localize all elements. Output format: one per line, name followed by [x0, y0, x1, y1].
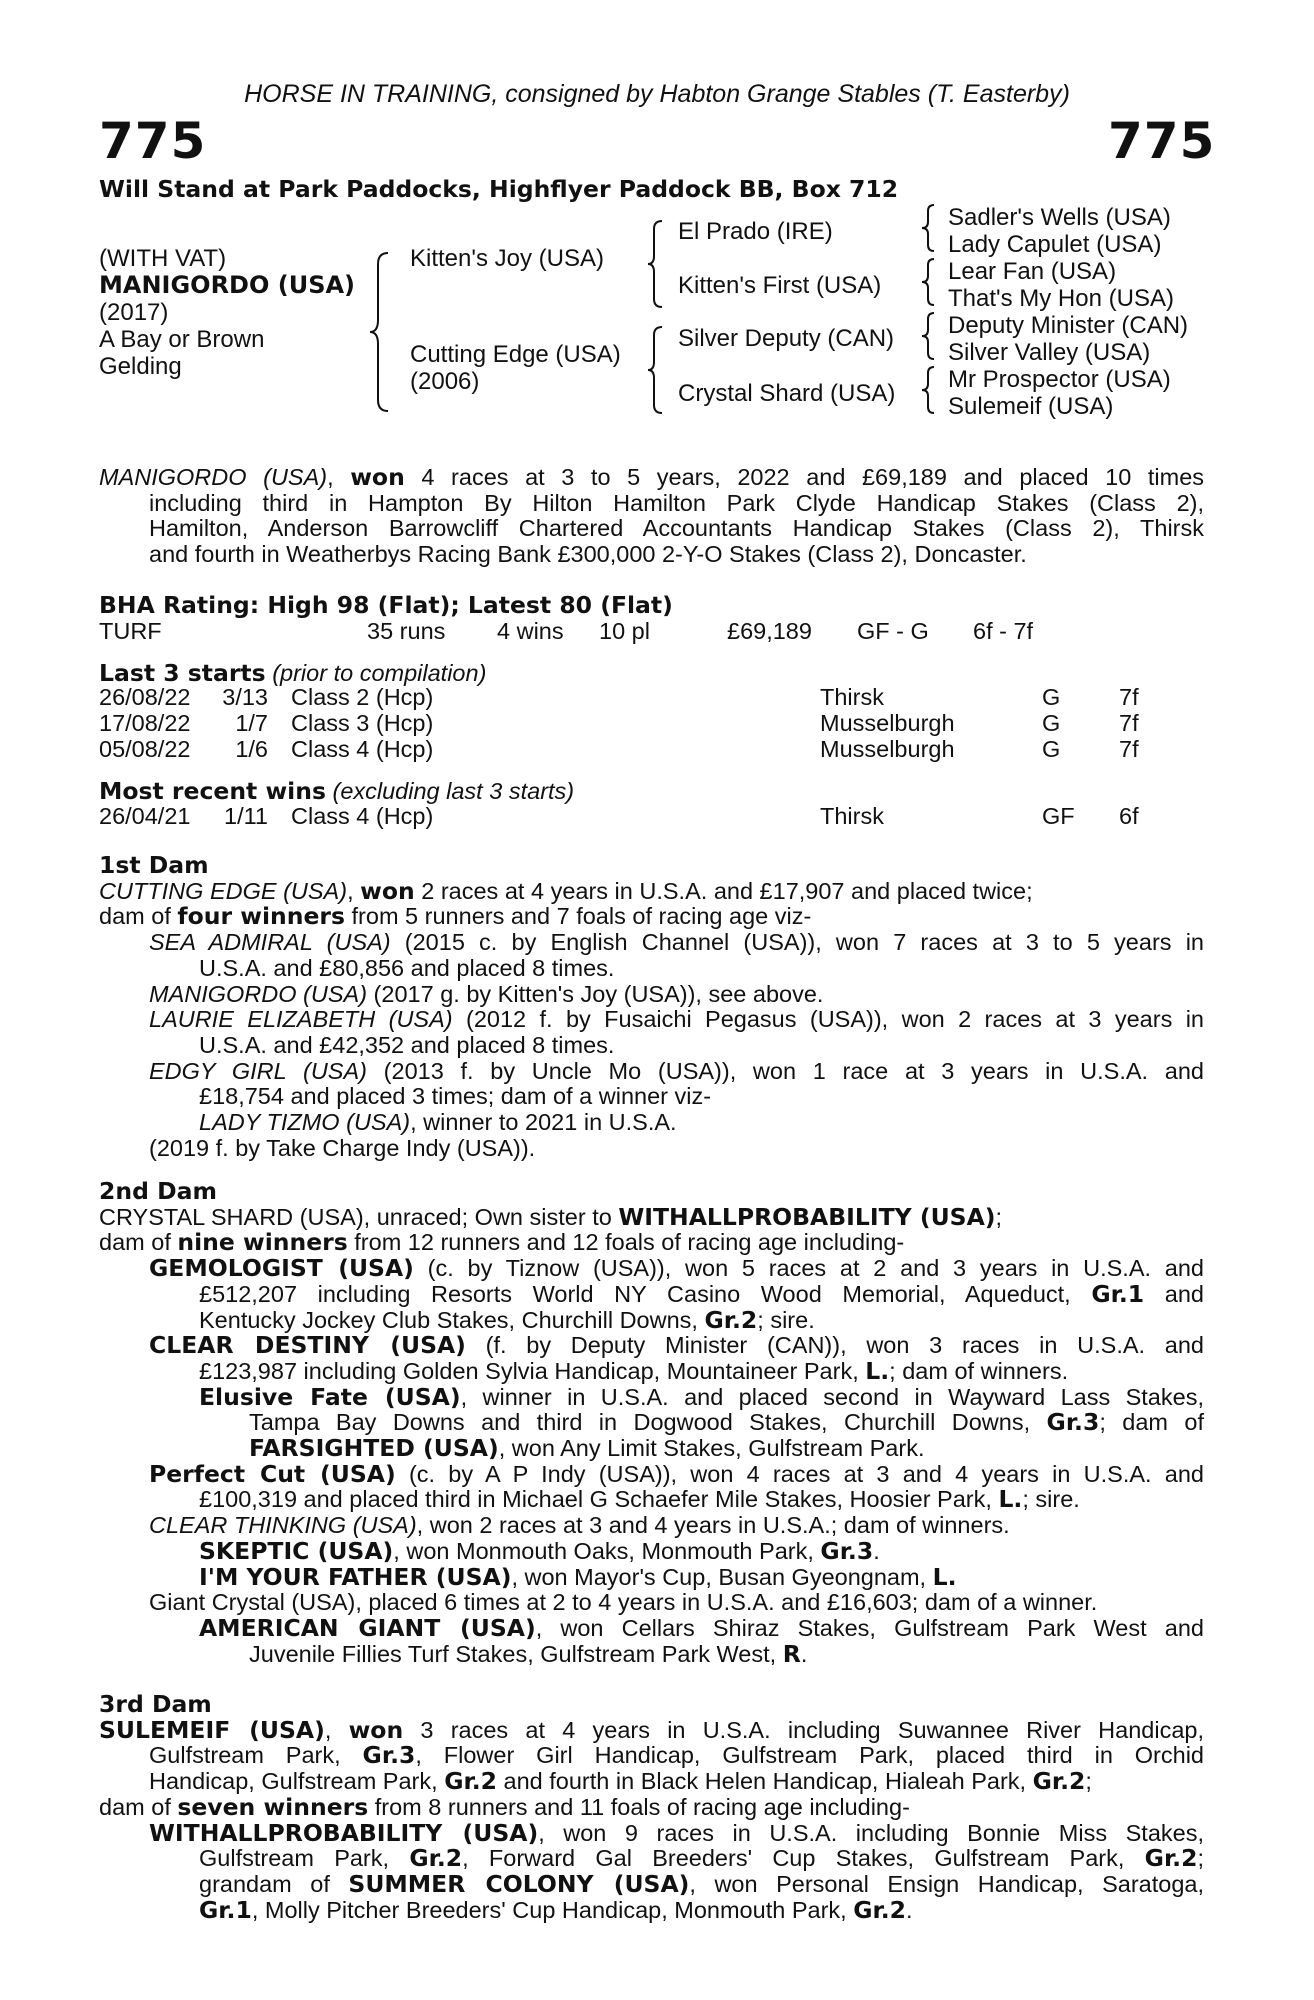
- recent-win-date: 26/04/21: [99, 803, 191, 829]
- summary-line-4: and fourth in Weatherbys Racing Bank £300,000 2-Y-O Stakes (Class 2), Doncaster.: [149, 541, 1027, 568]
- offspring-withallprobability: WITHALLPROBABILITY (USA), won 9 races in U.S.A. including Bonnie Miss Stakes,: [149, 1818, 1204, 1847]
- summary-line-2: including third in Hampton By Hilton Hamilton Park Clyde Handicap Stakes (Class 2),: [149, 489, 1204, 516]
- gemologist-line-3: Kentucky Jockey Club Stakes, Churchill Downs, Gr.2; sire.: [199, 1305, 815, 1334]
- offspring-giant-crystal: Giant Crystal (USA), placed 6 times at 2 to 4 years in U.S.A. and £16,603; dam of a winner.: [149, 1589, 1098, 1616]
- last-start-cls: Class 4 (Hcp): [291, 736, 434, 762]
- first-dam-heading: 1st Dam: [99, 851, 209, 879]
- offspring-sea-admiral: SEA ADMIRAL (USA) (2015 c. by English Channel (USA)), won 7 races at 3 to 5 years in: [149, 929, 1204, 956]
- second-dam-line-2: dam of nine winners from 12 runners and 12 foals of racing age including-: [99, 1228, 905, 1257]
- last-start-dist: 7f: [1119, 736, 1139, 762]
- third-dam-line-3: Handicap, Gulfstream Park, Gr.2 and fourth in Black Helen Handicap, Hialeah Park, Gr.2;: [149, 1767, 1092, 1796]
- offspring-perfect-cut: Perfect Cut (USA) (c. by A P Indy (USA)), won 4 races at 3 and 4 years in U.S.A. and: [149, 1459, 1204, 1488]
- offspring-farsighted: FARSIGHTED (USA), won Any Limit Stakes, Gulfstream Park.: [249, 1434, 925, 1463]
- brace-sire-line: [646, 220, 666, 308]
- offspring-manigordo: MANIGORDO (USA) (2017 g. by Kitten's Joy (USA)), see above.: [149, 980, 824, 1007]
- offspring-edgy-girl: EDGY GIRL (USA) (2013 f. by Uncle Mo (USA)), won 1 race at 3 years in U.S.A. and: [149, 1057, 1204, 1084]
- placed: 10 pl: [599, 618, 650, 644]
- lot-number-left: 775: [99, 112, 207, 170]
- third-dam-line-2: Gulfstream Park, Gr.3, Flower Girl Handicap, Gulfstream Park, placed third in Orchid: [149, 1741, 1204, 1770]
- summary-line-3: Hamilton, Anderson Barrowcliff Chartered Accountants Handicap Stakes (Class 2), Thirsk: [149, 515, 1204, 542]
- last-start-going: G: [1042, 736, 1061, 762]
- last-start-dist: 7f: [1119, 710, 1139, 736]
- last-start-course: Musselburgh: [820, 736, 955, 762]
- third-dam-heading: 3rd Dam: [99, 1690, 212, 1718]
- ancestor-sadlers-wells: Sadler's Wells (USA): [948, 204, 1171, 231]
- brace-g3: [920, 312, 938, 360]
- recent-win-cls: Class 4 (Hcp): [291, 803, 434, 829]
- sire-sire: El Prado (IRE): [678, 218, 833, 245]
- third-dam-line-1: SULEMEIF (USA), won 3 races at 4 years in U.S.A. including Suwannee River Handicap,: [99, 1715, 1204, 1744]
- last-3-starts-heading: Last 3 starts (prior to compilation): [99, 659, 487, 687]
- dam-name: Cutting Edge (USA): [410, 341, 621, 368]
- race-summary: [99, 465, 1204, 568]
- bha-rating-title: BHA Rating: High 98 (Flat); Latest 80 (Flat): [99, 591, 673, 619]
- second-dam-section: [99, 1179, 1204, 1667]
- offspring-gemologist: GEMOLOGIST (USA) (c. by Tiznow (USA)), won 5 races at 2 and 3 years in U.S.A. and: [149, 1254, 1204, 1283]
- offspring-edgy-girl-cont: £18,754 and placed 3 times; dam of a winner viz-: [199, 1083, 712, 1110]
- earnings: £69,189: [727, 618, 812, 644]
- recent-win-going: GF: [1042, 803, 1075, 829]
- offspring-elusive-fate: Elusive Fate (USA), winner in U.S.A. and placed second in Wayward Lass Stakes,: [199, 1382, 1204, 1411]
- brace-g1: [920, 204, 938, 252]
- horse-sex: Gelding: [99, 353, 182, 380]
- most-recent-wins-heading: Most recent wins (excluding last 3 starts): [99, 777, 575, 805]
- summer-colony-line-2: Gr.1, Molly Pitcher Breeders' Cup Handicap, Monmouth Park, Gr.2.: [199, 1895, 913, 1924]
- last-start-going: G: [1042, 684, 1061, 710]
- last-start-date: 26/08/22: [99, 684, 191, 710]
- brace-generation-1: [368, 252, 392, 412]
- vat-label: (WITH VAT): [99, 245, 227, 272]
- elusive-fate-line-2: Tampa Bay Downs and third in Dogwood Stakes, Churchill Downs, Gr.3; dam of: [249, 1408, 1204, 1437]
- withallprobability-line-2: Gulfstream Park, Gr.2, Forward Gal Breeders' Cup Stakes, Gulfstream Park, Gr.2;: [199, 1844, 1204, 1873]
- horse-year: (2017): [99, 299, 169, 326]
- first-dam-line-2: dam of four winners from 5 runners and 7 foals of racing age viz-: [99, 902, 812, 931]
- horse-name: MANIGORDO (USA): [99, 271, 356, 299]
- dam-year: (2006): [410, 368, 480, 395]
- american-giant-line-2: Juvenile Fillies Turf Stakes, Gulfstream Park West, R.: [249, 1639, 808, 1668]
- perfect-cut-line-2: £100,319 and placed third in Michael G Schaefer Mile Stakes, Hoosier Park, L.; sire.: [199, 1485, 1080, 1514]
- last-start-course: Musselburgh: [820, 710, 955, 736]
- ancestor-thats-my-hon: That's My Hon (USA): [948, 285, 1174, 312]
- last-start-course: Thirsk: [820, 684, 884, 710]
- stand-location: Will Stand at Park Paddocks, Highflyer Paddock BB, Box 712: [99, 175, 899, 203]
- brace-g4: [920, 366, 938, 414]
- first-dam-section: [99, 853, 1204, 1161]
- offspring-skeptic: SKEPTIC (USA), won Monmouth Oaks, Monmouth Park, Gr.3.: [199, 1536, 880, 1565]
- last-start-pos: 3/13: [222, 684, 268, 710]
- ancestor-deputy-minister: Deputy Minister (CAN): [948, 312, 1189, 339]
- last-start-pos: 1/7: [235, 710, 268, 736]
- last-start-pos: 1/6: [235, 736, 268, 762]
- horse-description: A Bay or Brown: [99, 326, 265, 353]
- wins: 4 wins: [497, 618, 564, 644]
- ancestor-mr-prospector: Mr Prospector (USA): [948, 366, 1171, 393]
- offspring-sea-admiral-cont: U.S.A. and £80,856 and placed 8 times.: [199, 954, 615, 981]
- consignment-line: HORSE IN TRAINING, consigned by Habton Grange Stables (T. Easterby): [244, 80, 1070, 108]
- ancestor-silver-valley: Silver Valley (USA): [948, 339, 1151, 366]
- last-start-going: G: [1042, 710, 1061, 736]
- brace-dam-line: [646, 326, 666, 414]
- clear-destiny-line-2: £123,987 including Golden Sylvia Handicap, Mountaineer Park, L.; dam of winners.: [199, 1356, 1069, 1385]
- surface: TURF: [99, 618, 162, 644]
- recent-win-pos: 1/11: [224, 803, 268, 829]
- first-dam-line-1: CUTTING EDGE (USA), won 2 races at 4 years in U.S.A. and £17,907 and placed twice;: [99, 876, 1033, 905]
- ancestor-sulemeif: Sulemeif (USA): [948, 393, 1114, 420]
- offspring-lady-tizmo: LADY TIZMO (USA), winner to 2021 in U.S.A.: [199, 1109, 677, 1136]
- offspring-laurie-elizabeth-cont: U.S.A. and £42,352 and placed 8 times.: [199, 1031, 615, 1058]
- offspring-clear-destiny: CLEAR DESTINY (USA) (f. by Deputy Minister (CAN)), won 3 races in U.S.A. and: [149, 1331, 1204, 1360]
- offspring-laurie-elizabeth: LAURIE ELIZABETH (USA) (2012 f. by Fusaichi Pegasus (USA)), won 2 races at 3 years in: [149, 1006, 1204, 1033]
- distance-range: 6f - 7f: [973, 618, 1034, 644]
- last-start-dist: 7f: [1119, 684, 1139, 710]
- offspring-im-your-father: I'M YOUR FATHER (USA), won Mayor's Cup, Busan Gyeongnam, L.: [199, 1562, 957, 1591]
- last-start-cls: Class 2 (Hcp): [291, 684, 434, 710]
- sire-dam: Kitten's First (USA): [678, 272, 882, 299]
- second-dam-line-1: CRYSTAL SHARD (USA), unraced; Own sister to WITHALLPROBABILITY (USA);: [99, 1202, 1003, 1231]
- offspring-clear-thinking: CLEAR THINKING (USA), won 2 races at 3 and 4 years in U.S.A.; dam of winners.: [149, 1512, 1010, 1539]
- ancestor-lady-capulet: Lady Capulet (USA): [948, 231, 1162, 258]
- last-start-date: 05/08/22: [99, 736, 191, 762]
- sire-name: Kitten's Joy (USA): [410, 245, 604, 272]
- offspring-2019-filly: (2019 f. by Take Charge Indy (USA)).: [149, 1134, 536, 1161]
- second-dam-heading: 2nd Dam: [99, 1177, 217, 1205]
- summary-line-1: MANIGORDO (USA), won 4 races at 3 to 5 years, 2022 and £69,189 and placed 10 times: [99, 463, 1205, 491]
- recent-win-course: Thirsk: [820, 803, 884, 829]
- brace-g2: [920, 258, 938, 306]
- gemologist-line-2: £512,207 including Resorts World NY Casino Wood Memorial, Aqueduct, Gr.1 and: [199, 1279, 1204, 1308]
- ancestor-lear-fan: Lear Fan (USA): [948, 258, 1117, 285]
- offspring-american-giant: AMERICAN GIANT (USA), won Cellars Shiraz Stakes, Gulfstream Park West and: [199, 1613, 1204, 1642]
- last-start-cls: Class 3 (Hcp): [291, 710, 434, 736]
- third-dam-line-4: dam of seven winners from 8 runners and 11 foals of racing age including-: [99, 1792, 910, 1821]
- lot-number-right: 775: [1108, 112, 1216, 170]
- dam-sire: Silver Deputy (CAN): [678, 325, 895, 352]
- third-dam-section: [99, 1692, 1204, 1923]
- runs: 35 runs: [367, 618, 446, 644]
- recent-win-dist: 6f: [1119, 803, 1139, 829]
- last-start-date: 17/08/22: [99, 710, 191, 736]
- grand-offspring-summer-colony: grandam of SUMMER COLONY (USA), won Personal Ensign Handicap, Saratoga,: [199, 1869, 1204, 1898]
- going-range: GF - G: [857, 618, 929, 644]
- dam-dam: Crystal Shard (USA): [678, 380, 896, 407]
